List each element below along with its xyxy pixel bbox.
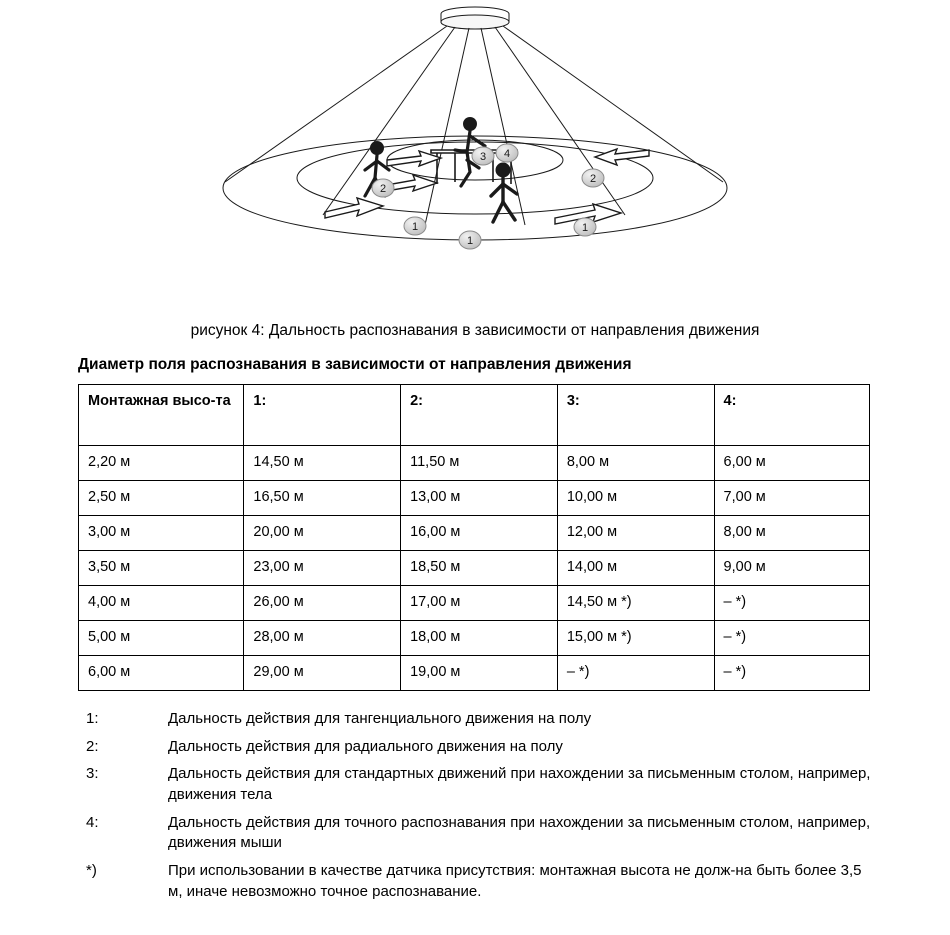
detection-diameter-table [78,384,870,691]
table-row [79,446,870,481]
table-cell: 18,50 м [401,551,558,586]
legend-key: *) [86,862,97,880]
legend-item [86,737,880,758]
svg-text:1: 1 [466,235,474,247]
table-cell: 20,00 м [244,516,401,551]
table-cell: 12,00 м [557,516,714,551]
table-cell: 17,00 м [401,586,558,621]
detection-range-figure [0,0,950,320]
table-cell: – *) [714,586,869,621]
table-cell: 11,50 м [401,446,558,481]
legend-item [86,764,880,805]
legend-key: 1: [86,710,99,727]
table-cell: – *) [714,656,869,691]
table-row [79,481,870,516]
table-cell: 14,00 м [557,551,714,586]
table-header-cell: 2: [401,385,558,446]
table-cell: 5,00 м [79,621,244,656]
table-row [79,551,870,586]
table-cell: 2,20 м [79,446,244,481]
figure-caption: рисунок 4: Дальность распознавания в зависимости от направления движения [190,322,760,339]
legend-text: Дальность действия для стандартных движений при нахождении за письменным столом, например, движения тела [168,765,871,804]
svg-text:1: 1 [411,221,419,233]
table-cell: 29,00 м [244,656,401,691]
table-cell: 2,50 м [79,481,244,516]
table-cell: 23,00 м [244,551,401,586]
table-row [79,586,870,621]
table-cell: – *) [714,621,869,656]
table-cell: 10,00 м [557,481,714,516]
table-cell: 15,00 м *) [557,621,714,656]
legend-item [86,813,880,854]
table-cell: 13,00 м [401,481,558,516]
svg-text:2: 2 [379,183,387,195]
table-cell: – *) [557,656,714,691]
legend-key: 3: [86,765,99,783]
legend-item [86,709,880,730]
legend-text: При использовании в качестве датчика присутствия: монтажная высота не долж-на быть более 3,5 м, иначе невозможно точное распознавание. [168,862,862,900]
svg-text:1: 1 [581,222,589,234]
table-header-cell: Монтажная высо-та [79,385,244,446]
table-cell: 3,00 м [79,516,244,551]
legend-key: 4: [86,813,99,831]
table-cell: 8,00 м [714,516,869,551]
table-cell: 4,00 м [79,586,244,621]
table-cell: 6,00 м [714,446,869,481]
table-header-row [79,385,870,446]
legend-text: Дальность действия для точного распознавания при нахождении за письменным столом, например, движения мыши [168,813,871,852]
table-row [79,656,870,691]
table-cell: 3,50 м [79,551,244,586]
table-cell: 16,00 м [401,516,558,551]
figure-illustration [125,0,825,300]
svg-text:4: 4 [503,148,511,160]
legend-key: 2: [86,737,99,755]
svg-text:2: 2 [589,173,597,185]
table-title: Диаметр поля распознавания в зависимости от направления движения [78,356,632,373]
table-cell: 26,00 м [244,586,401,621]
svg-text:3: 3 [479,151,487,163]
table-header-cell: 1: [244,385,401,446]
table-header-cell: 4: [714,385,869,446]
table-cell: 7,00 м [714,481,869,516]
legend-text: Дальность действия для радиального движения на полу [168,737,563,755]
table-cell: 19,00 м [401,656,558,691]
legend-list [0,709,950,903]
table-cell: 8,00 м [557,446,714,481]
table-cell: 9,00 м [714,551,869,586]
table-cell: 6,00 м [79,656,244,691]
legend-item-footnote [86,861,880,902]
table-cell: 14,50 м [244,446,401,481]
table-cell: 14,50 м *) [557,586,714,621]
table-row [79,621,870,656]
table-cell: 16,50 м [244,481,401,516]
table-row [79,516,870,551]
table-header-cell: 3: [557,385,714,446]
legend-text: Дальность действия для тангенциального движения на полу [168,710,592,727]
table-cell: 28,00 м [244,621,401,656]
table-cell: 18,00 м [401,621,558,656]
